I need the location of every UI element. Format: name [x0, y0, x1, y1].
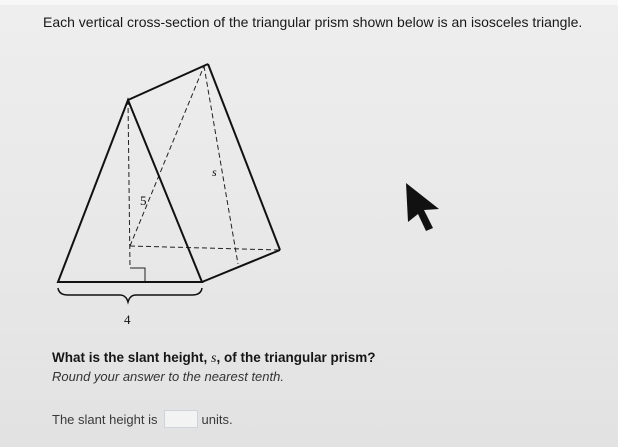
answer-row — [52, 409, 233, 429]
slant-label: s — [212, 165, 217, 179]
top-edge — [0, 0, 618, 5]
mouse-pointer-icon — [402, 181, 446, 233]
bottom-side-edge — [202, 250, 280, 282]
base-brace — [58, 288, 202, 302]
answer-prefix: The slant height is — [52, 411, 158, 427]
prism-figure — [44, 52, 296, 334]
top-ridge-edge — [128, 64, 208, 100]
hidden-slant-line — [130, 66, 204, 246]
rounding-hint: Round your answer to the nearest tenth. — [52, 369, 284, 384]
prism-diagram — [44, 52, 296, 334]
question-text-end: , of the triangular prism? — [216, 350, 376, 365]
back-slant-edge — [208, 64, 280, 250]
hidden-height-line — [128, 100, 130, 267]
problem-prompt: Each vertical cross-section of the triangular prism shown below is an isosceles triangle. — [43, 14, 583, 30]
question-text-start: What is the slant height, — [52, 350, 212, 365]
slant-height-input[interactable] — [164, 410, 198, 428]
base-label: 4 — [124, 312, 131, 327]
height-label: 5 — [140, 193, 147, 208]
hidden-back-base-line — [130, 246, 280, 250]
pointer-svg — [402, 181, 446, 233]
question-variable: s — [211, 351, 217, 366]
answer-units: units. — [201, 411, 233, 427]
right-angle-marker — [130, 268, 145, 282]
pointer-shape — [406, 183, 439, 231]
question — [52, 350, 375, 367]
